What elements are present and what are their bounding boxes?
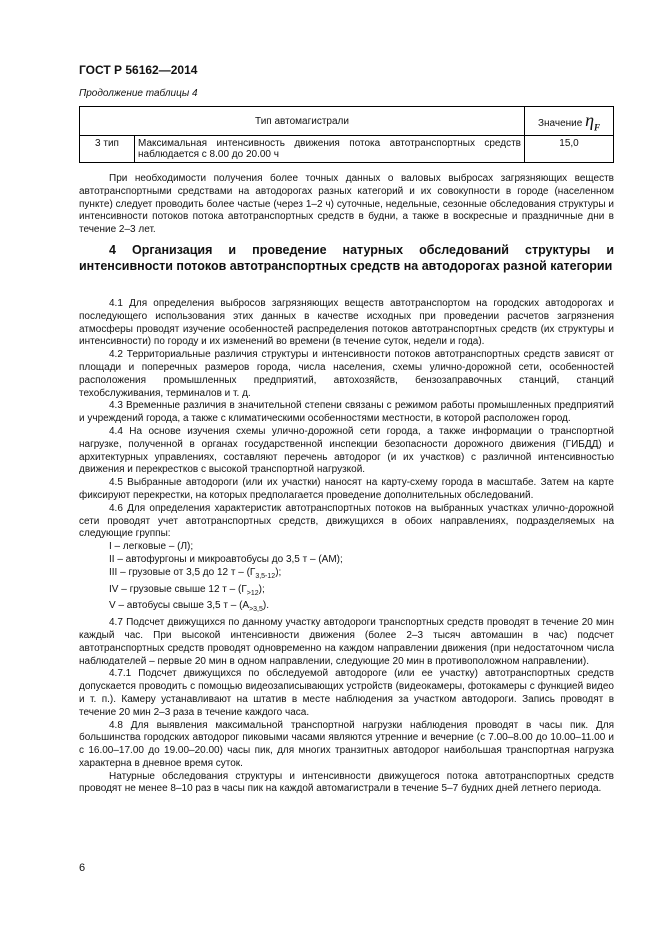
- paragraph-4-2: 4.2 Территориальные различия структуры и интенсивности потоков автотранспортных средств зависят от площади и поперечных размеров города, числа населения, схемы улично-дорожной сети, особенностей расположения промышленных предприятий, автохозяйств, бензозаправочных станций, станций техобслуживания, терминалов и т. д.: [79, 349, 614, 399]
- paragraph-4-5: 4.5 Выбранные автодороги (или их участки) наносят на карту-схему города в масштабе. Затем на карте фиксируют перекрестки, на которых предполагается проведение дополнительных обследований.: [79, 477, 614, 501]
- table-row: [80, 136, 614, 163]
- paragraph-4-8: 4.8 Для выявления максимальной транспортной нагрузки наблюдения проводят в часы пик. Для большинства городских автодорог пиковыми часами являются утренние и вечерние (с 7.00–8.00 до 10.00–11.00 и с 16.00–17.00 до 19.00–20.00) часы пик, для многих транзитных автодорог наибольшая транспортная нагрузка характерна в дневное время суток.: [79, 719, 614, 769]
- group-item: V – автобусы свыше 3,5 т – $(А_{>3,5})$.: [109, 600, 270, 614]
- section-body: [79, 298, 614, 796]
- cell-value: 15,0: [525, 136, 614, 163]
- page-number: 6: [79, 862, 86, 874]
- column-header-value: [525, 107, 614, 136]
- table-header-row: [80, 107, 614, 136]
- paragraph-final: Натурные обследования структуры и интенсивности движущегося потока автотранспортных средств проводят не менее 8–10 раз в часы пик на каждой автомагистрали в течение 5–7 будних дней летнего периода.: [79, 770, 614, 795]
- group-item: I – легковые – (Л);: [109, 541, 194, 553]
- eta-symbol: $\eta_F$: [585, 109, 601, 133]
- paragraph-4-7: 4.7 Подсчет движущихся по данному участку автодороги транспортных средств проводят в течение 20 мин каждый час. При высокой интенсивности движения (более 2–3 тысяч автомашин в час) подсчет автотранспортных средств проводят одновременно на каждом направлении движения (при недостаточном числа наблюдателей – первые 20 мин в одном направлении, следующие 20 мин в противоположном направлении).: [79, 617, 614, 667]
- road-type-table: [79, 106, 614, 163]
- intro-block: [79, 173, 614, 237]
- section-heading: 4 Организация и проведение натурных обследований структуры и интенсивности потоков автотранспортных средств на автодорогах разной категории: [79, 243, 614, 273]
- cell-description: Максимальная интенсивность движения потока автотранспортных средств наблюдается с 8.00 до 20.00 ч: [135, 136, 525, 163]
- group-item: IV – грузовые свыше 12 т – $(Г_{>12})$;: [109, 583, 265, 597]
- paragraph-4-3: 4.3 Временные различия в значительной степени связаны с режимом работы промышленных предприятий и учреждений города, а также с климатическими особенностями местности, в которой расположен город.: [79, 400, 614, 425]
- group-item: II – автофургоны и микроавтобусы до 3,5 т – (АМ);: [109, 553, 343, 565]
- column-header-road-type: Тип автомагистрали: [80, 107, 525, 136]
- value-label: Значение: [537, 117, 583, 129]
- intro-paragraph: При необходимости получения более точных данных о валовых выбросах загрязняющих веществ автотранспортными средствами на автодорогах разных категорий и их совокупности в городе (населенном пункте) следует проводить более частые (через 1–2 ч) суточные, недельные, сезонные обследования структуры и интенсивности потоков потока автотранспортных средств в будни, а также в воскресные и праздничные дни в течение 2–3 лет.: [79, 173, 614, 236]
- paragraph-4-4: 4.4 На основе изучения схемы улично-дорожной сети города, а также информации о транспортной нагрузке, полученной в органах государственной инспекции безопасности дорожного движения (ГИБДД) и архитектурных управлениях, составляют перечень автодорог (и их участков) с различной интенсивностью движения и перекрестков с высокой транспортной нагрузкой.: [79, 425, 614, 476]
- eta-subscript: F: [594, 122, 601, 133]
- paragraph-4-1: 4.1 Для определения выбросов загрязняющих веществ автотранспортом на городских автодорогах и последующего использования этих данных в качестве исходных при проведении расчетов загрязнения атмосферы проводят изучение особенностей распределения потоков автотранспортных средств (их структуры и интенсивности) по городу и их изменений во времени (в течение суток, недели и года).: [79, 298, 614, 348]
- group-item: III – грузовые от 3,5 до 12 т – $(Г_{3,5-12})$;: [109, 566, 282, 580]
- paragraph-4-6: 4.6 Для определения характеристик автотранспортных потоков на выбранных участках улично-дорожной сети проводят учет автотранспортных средств, движущихся в обоих направлениях, подразделяемых на следующие группы:: [79, 502, 614, 540]
- table-continuation-label: Продолжение таблицы 4: [79, 88, 198, 99]
- paragraph-4-7-1: 4.7.1 Подсчет движущихся по обследуемой автодороге (или ее участку) автотранспортных средств допускается проводить с помощью видеозаписывающих устройств (видеокамеры, фотокамеры с функцией видео и т. п.). Камеру устанавливают на штатив в месте наблюдения за участком автодороги. Запись проводят в течение 20 мин 2–3 раза в течение каждого часа.: [79, 668, 614, 718]
- cell-road-type: 3 тип: [80, 136, 135, 163]
- document-standard-number: ГОСТ Р 56162—2014: [79, 63, 198, 77]
